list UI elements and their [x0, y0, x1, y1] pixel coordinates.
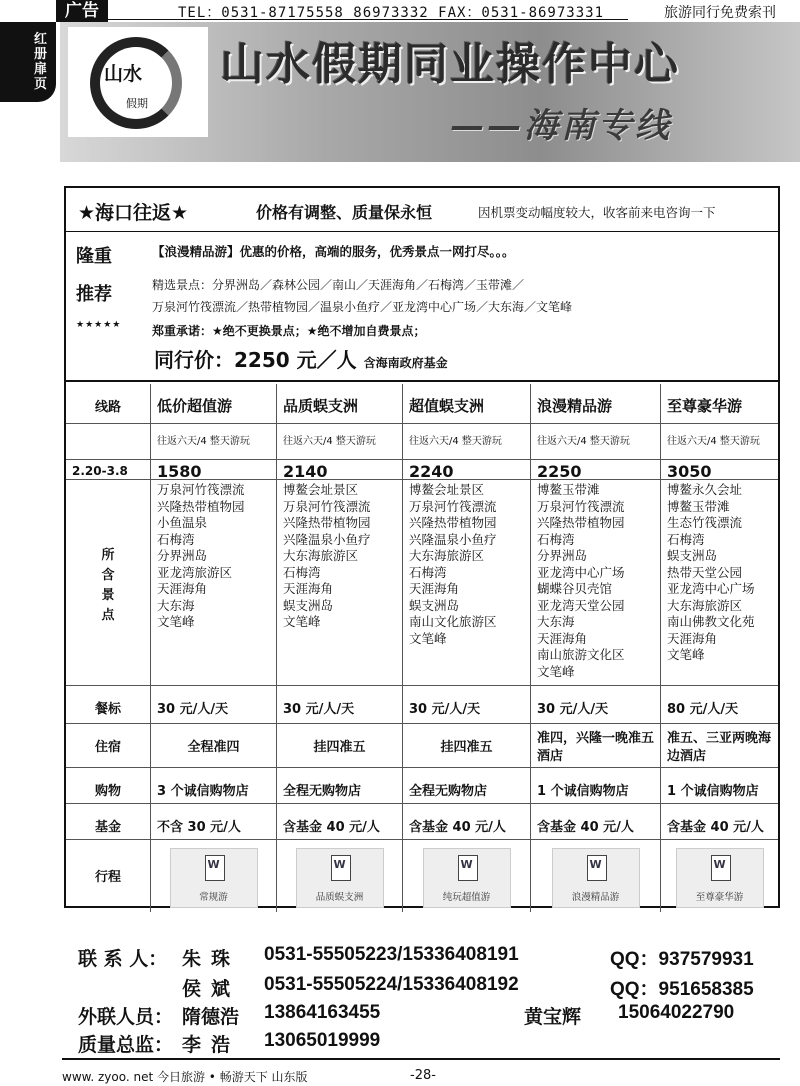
spot-item: 文笔峰	[667, 647, 705, 662]
side-tab	[0, 22, 56, 102]
haikou-note: 因机票变动幅度较大，收客前来电咨询一下	[478, 205, 716, 220]
route-meal: 30 元/人/天	[530, 686, 660, 723]
contact-phone: 0531-55505224/15336408192	[264, 974, 519, 995]
route-name: 至尊豪华游	[660, 384, 778, 423]
route-hotel: 准四，兴隆一晚准五酒店	[530, 724, 660, 767]
shop-label: 购物	[94, 784, 121, 799]
footer-site: www. zyoo. net 今日旅游 • 畅游天下 山东版	[62, 1070, 308, 1084]
word-doc-icon	[458, 855, 478, 881]
word-doc-icon	[205, 855, 225, 881]
route-spots	[660, 480, 778, 685]
spot-item: 蜈支洲岛	[283, 597, 334, 613]
route-days: 往返六天/4 整天游玩	[402, 424, 530, 459]
promo-commitment: 郑重承诺：★绝不更换景点；★绝不增加自费景点；	[152, 324, 426, 338]
spot-item: 蜈支洲岛	[667, 548, 718, 563]
itinerary-doc-caption: 品质蜈支洲	[315, 892, 364, 903]
route-price: 1580	[150, 460, 276, 479]
table-row	[66, 724, 778, 768]
route-spots	[276, 480, 402, 685]
route-spots	[530, 480, 660, 685]
itinerary-doc-link[interactable]	[423, 848, 511, 908]
route-fund: 含基金 40 元/人	[276, 804, 402, 839]
spot-item: 博鳌会址景区	[283, 482, 359, 497]
header-contact: TEL：0531-87175558 86973332 FAX：0531-86973331	[178, 5, 605, 21]
itinerary-doc-caption: 至尊豪华游	[695, 892, 744, 903]
days-label	[66, 424, 150, 459]
route-hotel: 准五、三亚两晚海边酒店	[660, 724, 778, 767]
route-days: 往返六天/4 整天游玩	[660, 424, 778, 459]
fund-label: 基金	[94, 820, 121, 835]
route-shop: 1 个诚信购物店	[530, 768, 660, 803]
spot-item: 万泉河竹筏漂流	[409, 498, 497, 514]
logo-text: 山水	[104, 63, 143, 85]
itinerary-doc-link[interactable]	[552, 848, 640, 908]
route-itinerary	[276, 840, 402, 912]
spot-item: 南山文化旅游区	[409, 614, 497, 629]
spot-item: 分界洲岛	[537, 548, 588, 563]
table-row	[66, 480, 778, 686]
table-row	[66, 840, 778, 912]
contact-label: 联 系 人：	[78, 948, 168, 970]
contact-phone: 13065019999	[264, 1030, 381, 1051]
spot-item: 大东海	[537, 614, 575, 629]
spot-item: 石梅湾	[409, 564, 447, 580]
spot-item: 分界洲岛	[157, 548, 208, 563]
spot-item: 兴隆热带植物园	[283, 515, 371, 530]
table-row	[66, 424, 778, 460]
itinerary-doc-caption: 常规游	[199, 892, 228, 903]
route-hotel: 全程准四	[150, 724, 276, 767]
contact-name: 李浩	[182, 1034, 241, 1056]
spot-item: 石梅湾	[157, 531, 195, 547]
spot-item: 大东海旅游区	[283, 548, 359, 563]
spots-label	[66, 480, 150, 685]
route-itinerary	[402, 840, 530, 912]
spot-item: 兴隆热带植物园	[409, 515, 497, 530]
route-price: 2250	[530, 460, 660, 479]
table-row	[66, 768, 778, 804]
word-doc-icon	[331, 855, 351, 881]
route-itinerary	[660, 840, 778, 912]
hotel-label: 住宿	[94, 740, 121, 755]
promo-price	[154, 344, 448, 373]
header-divider	[108, 19, 628, 20]
promo-label: 推荐	[76, 284, 112, 305]
route-itinerary	[530, 840, 660, 912]
spot-item: 南山佛教文化苑	[667, 614, 755, 629]
spot-item: 博鳌永久会址	[667, 482, 743, 497]
contact-name: 隋德浩	[182, 1006, 240, 1028]
banner-subtitle: ——海南专线	[450, 106, 672, 146]
route-name: 品质蜈支洲	[276, 384, 402, 423]
spot-item: 亚龙湾天堂公园	[537, 597, 625, 613]
spot-item: 兴隆热带植物园	[157, 498, 245, 514]
spot-item: 蝴蝶谷贝壳馆	[537, 581, 613, 596]
route-price: 2240	[402, 460, 530, 479]
route-fund: 不含 30 元/人	[150, 804, 276, 839]
contact-name: 侯斌	[182, 978, 241, 1000]
spot-item: 大东海旅游区	[667, 597, 743, 613]
spot-item: 南山旅游文化区	[537, 647, 625, 662]
spot-item: 小鱼温泉	[157, 515, 208, 530]
spot-item: 石梅湾	[667, 531, 705, 547]
spot-item: 文笔峰	[537, 663, 575, 679]
spot-item: 天涯海角	[667, 630, 718, 646]
spot-item: 石梅湾	[283, 564, 321, 580]
table-row	[66, 686, 778, 724]
contact-phone: 0531-55505223/15336408191	[264, 944, 519, 965]
spot-item: 天涯海角	[537, 630, 588, 646]
route-name: 低价超值游	[150, 384, 276, 423]
route-meal: 30 元/人/天	[276, 686, 402, 723]
promo-spots: 万泉河竹筏漂流／热带植物园／温泉小鱼疗／亚龙湾中心广场／大东海／文笔峰	[152, 300, 573, 314]
date-label: 2.20-3.8	[72, 464, 128, 478]
route-days: 往返六天/4 整天游玩	[276, 424, 402, 459]
spot-item: 万泉河竹筏漂流	[157, 482, 245, 497]
spot-item: 石梅湾	[537, 531, 575, 547]
spot-item: 万泉河竹筏漂流	[537, 498, 625, 514]
spot-item: 兴隆温泉小鱼疗	[283, 531, 371, 547]
spot-item: 博鳌会址景区	[409, 482, 485, 497]
promo-price-note: 含海南政府基金	[363, 356, 448, 370]
route-shop: 1 个诚信购物店	[660, 768, 778, 803]
route-spots	[402, 480, 530, 685]
page-number: -28-	[410, 1068, 436, 1083]
haikou-slogan: 价格有调整、质量保永恒	[256, 203, 433, 222]
promo-spots: 精选景点：分界洲岛／森林公园／南山／天涯海角／石梅湾／玉带滩／	[152, 278, 525, 292]
itinerary-doc-link[interactable]	[296, 848, 384, 908]
route-meal: 80 元/人/天	[660, 686, 778, 723]
spot-item: 兴隆温泉小鱼疗	[409, 531, 497, 547]
side-tab-char: 红	[34, 32, 48, 47]
spot-item: 亚龙湾中心广场	[667, 581, 755, 596]
spot-item: 生态竹筏漂流	[667, 515, 743, 530]
contact-label: 外联人员：	[78, 1006, 174, 1028]
route-meal: 30 元/人/天	[402, 686, 530, 723]
route-hotel: 挂四准五	[276, 724, 402, 767]
spot-item: 大东海	[157, 597, 195, 613]
contact-qq: QQ：951658385	[610, 979, 754, 1000]
main-frame	[64, 186, 780, 908]
promo-section	[66, 232, 778, 382]
route-fund: 含基金 40 元/人	[530, 804, 660, 839]
spot-item: 亚龙湾旅游区	[157, 564, 233, 580]
route-days: 往返六天/4 整天游玩	[150, 424, 276, 459]
route-itinerary	[150, 840, 276, 912]
route-shop: 全程无购物店	[402, 768, 530, 803]
word-doc-icon	[587, 855, 607, 881]
spot-item: 博鳌玉带滩	[537, 482, 600, 497]
brand-logo	[68, 27, 208, 137]
spot-item: 亚龙湾中心广场	[537, 564, 625, 580]
itinerary-doc-link[interactable]	[676, 848, 764, 908]
itinerary-doc-caption: 纯玩超值游	[442, 892, 491, 903]
itinerary-doc-caption: 浪漫精品游	[571, 892, 620, 903]
spot-item: 博鳌玉带滩	[667, 498, 730, 514]
spot-item: 天涯海角	[283, 581, 334, 596]
promo-stars: ★★★★★	[76, 320, 122, 330]
spot-item: 万泉河竹筏漂流	[283, 498, 371, 514]
route-days: 往返六天/4 整天游玩	[530, 424, 660, 459]
spots-label-text: 所含景点	[101, 548, 115, 623]
route-hotel: 挂四准五	[402, 724, 530, 767]
header-index-note: 旅游同行免费索刊	[664, 5, 776, 21]
contact-phone: 15064022790	[618, 1002, 735, 1023]
spot-item: 文笔峰	[283, 614, 321, 629]
spot-item: 大东海旅游区	[409, 548, 485, 563]
route-name: 超值蜈支洲	[402, 384, 530, 423]
contact-qq: QQ：937579931	[610, 949, 754, 970]
promo-headline: 【浪漫精品游】优惠的价格，高端的服务，优秀景点一网打尽。。。	[152, 244, 515, 259]
haikou-section	[66, 188, 778, 232]
route-spots	[150, 480, 276, 685]
contact-phone: 13864163455	[264, 1002, 381, 1023]
word-doc-icon	[711, 855, 731, 881]
route-fund: 含基金 40 元/人	[660, 804, 778, 839]
banner-title: 山水假期同业操作中心	[220, 39, 680, 90]
route-price: 2140	[276, 460, 402, 479]
spot-item: 蜈支洲岛	[409, 597, 460, 613]
contact-label: 质量总监：	[78, 1034, 174, 1056]
spot-item: 兴隆热带植物园	[537, 515, 625, 530]
route-fund: 含基金 40 元/人	[402, 804, 530, 839]
itinerary-label: 行程	[94, 870, 121, 885]
meal-label: 餐标	[94, 702, 121, 717]
route-shop: 3 个诚信购物店	[150, 768, 276, 803]
ad-tag: 广告	[56, 0, 108, 22]
itinerary-doc-link[interactable]	[170, 848, 258, 908]
table-row	[66, 460, 778, 480]
banner	[60, 22, 800, 162]
table-row	[66, 804, 778, 840]
haikou-title: ★海口往返★	[78, 202, 189, 224]
spot-item: 文笔峰	[157, 614, 195, 629]
table-row	[66, 384, 778, 424]
side-tab-char: 页	[34, 77, 48, 92]
route-meal: 30 元/人/天	[150, 686, 276, 723]
spot-item: 天涯海角	[157, 581, 208, 596]
promo-label: 隆重	[76, 246, 112, 267]
contact-name: 黄宝辉	[524, 1006, 582, 1028]
top-bar	[0, 0, 800, 22]
footer-divider	[62, 1058, 780, 1060]
logo-subtext: 假期	[126, 97, 148, 110]
route-price: 3050	[660, 460, 778, 479]
route-label: 线路	[94, 400, 121, 415]
contact-name: 朱珠	[182, 948, 241, 970]
spot-item: 热带天堂公园	[667, 564, 743, 580]
side-tab-char: 扉	[34, 62, 48, 77]
side-tab-char: 册	[34, 47, 48, 62]
spot-item: 文笔峰	[409, 630, 447, 646]
spot-item: 天涯海角	[409, 581, 460, 596]
route-name: 浪漫精品游	[530, 384, 660, 423]
route-shop: 全程无购物店	[276, 768, 402, 803]
promo-price-value: 同行价：2250 元／人	[154, 348, 357, 372]
